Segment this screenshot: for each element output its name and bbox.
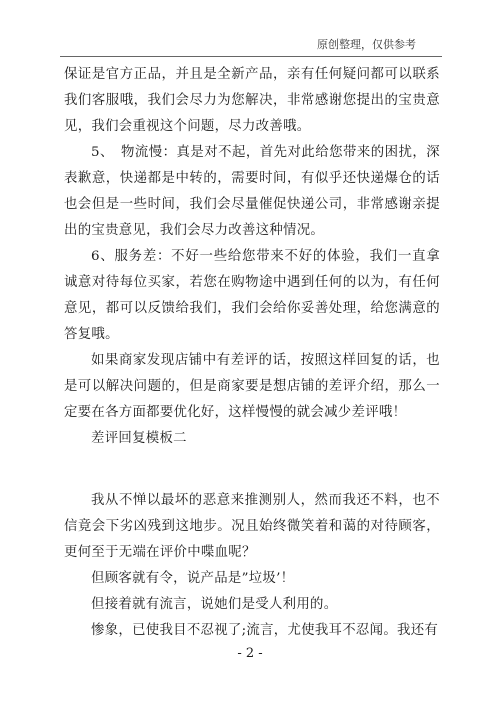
paragraph-item-6: 6、服务差：不好一些给您带来不好的体验，我们一直拿诚意对待每位买家，若您在购物途中遇到任何的以为，有任何意见，都可以反馈给我们，我们会给你妥善处理，给您满意的答复哦。 [64, 249, 440, 342]
paragraph-quote-3: 但接着就有流言，说她们是受人利用的。 [91, 597, 338, 612]
document-body [64, 62, 440, 644]
page-number: - 2 - [237, 646, 263, 661]
paragraph-summary: 如果商家发现店铺中有差评的话，按照这样回复的话，也是可以解决问题的，但是商家要是想店铺的差评介绍，那么一定要在各方面都要优化好，这样慢慢的就会减少差评哦！ [64, 353, 440, 420]
paragraph-quote-4: 惨象，已使我目不忍视了;流言，尤使我耳不忍闻。我还有 [91, 623, 439, 638]
paragraph-quote-1: 我从不惮以最坏的恶意来推测别人，然而我还不料，也不信竟会下劣凶残到这地步。况且始终微笑着和蔼的对待顾客，更何至于无端在评价中喋血呢？ [64, 493, 440, 560]
header-divider [60, 56, 442, 57]
paragraph-quote-2: 但顾客就有令，说产品是”垃圾’！ [91, 571, 295, 586]
section-heading: 差评回复模板二 [91, 431, 187, 446]
paragraph-item-5: 5、 物流慢：真是对不起，首先对此给您带来的困扰，深表歉意，快递都是中转的，需要时间，有似乎还快递爆仓的话也会但是一些时间，我们会尽量催促快递公司，非常感谢亲提出的宝贵意见，我们会尽力改善这种情况。 [64, 145, 440, 238]
paragraph-continuation: 保证是官方正品，并且是全新产品，亲有任何疑问都可以联系我们客服哦，我们会尽力为您解决，非常感谢您提出的宝贵意见，我们会重视这个问题，尽力改善哦。 [64, 67, 440, 134]
header-note: 原创整理，仅供参考 [317, 38, 416, 51]
blank-gap [64, 452, 440, 488]
